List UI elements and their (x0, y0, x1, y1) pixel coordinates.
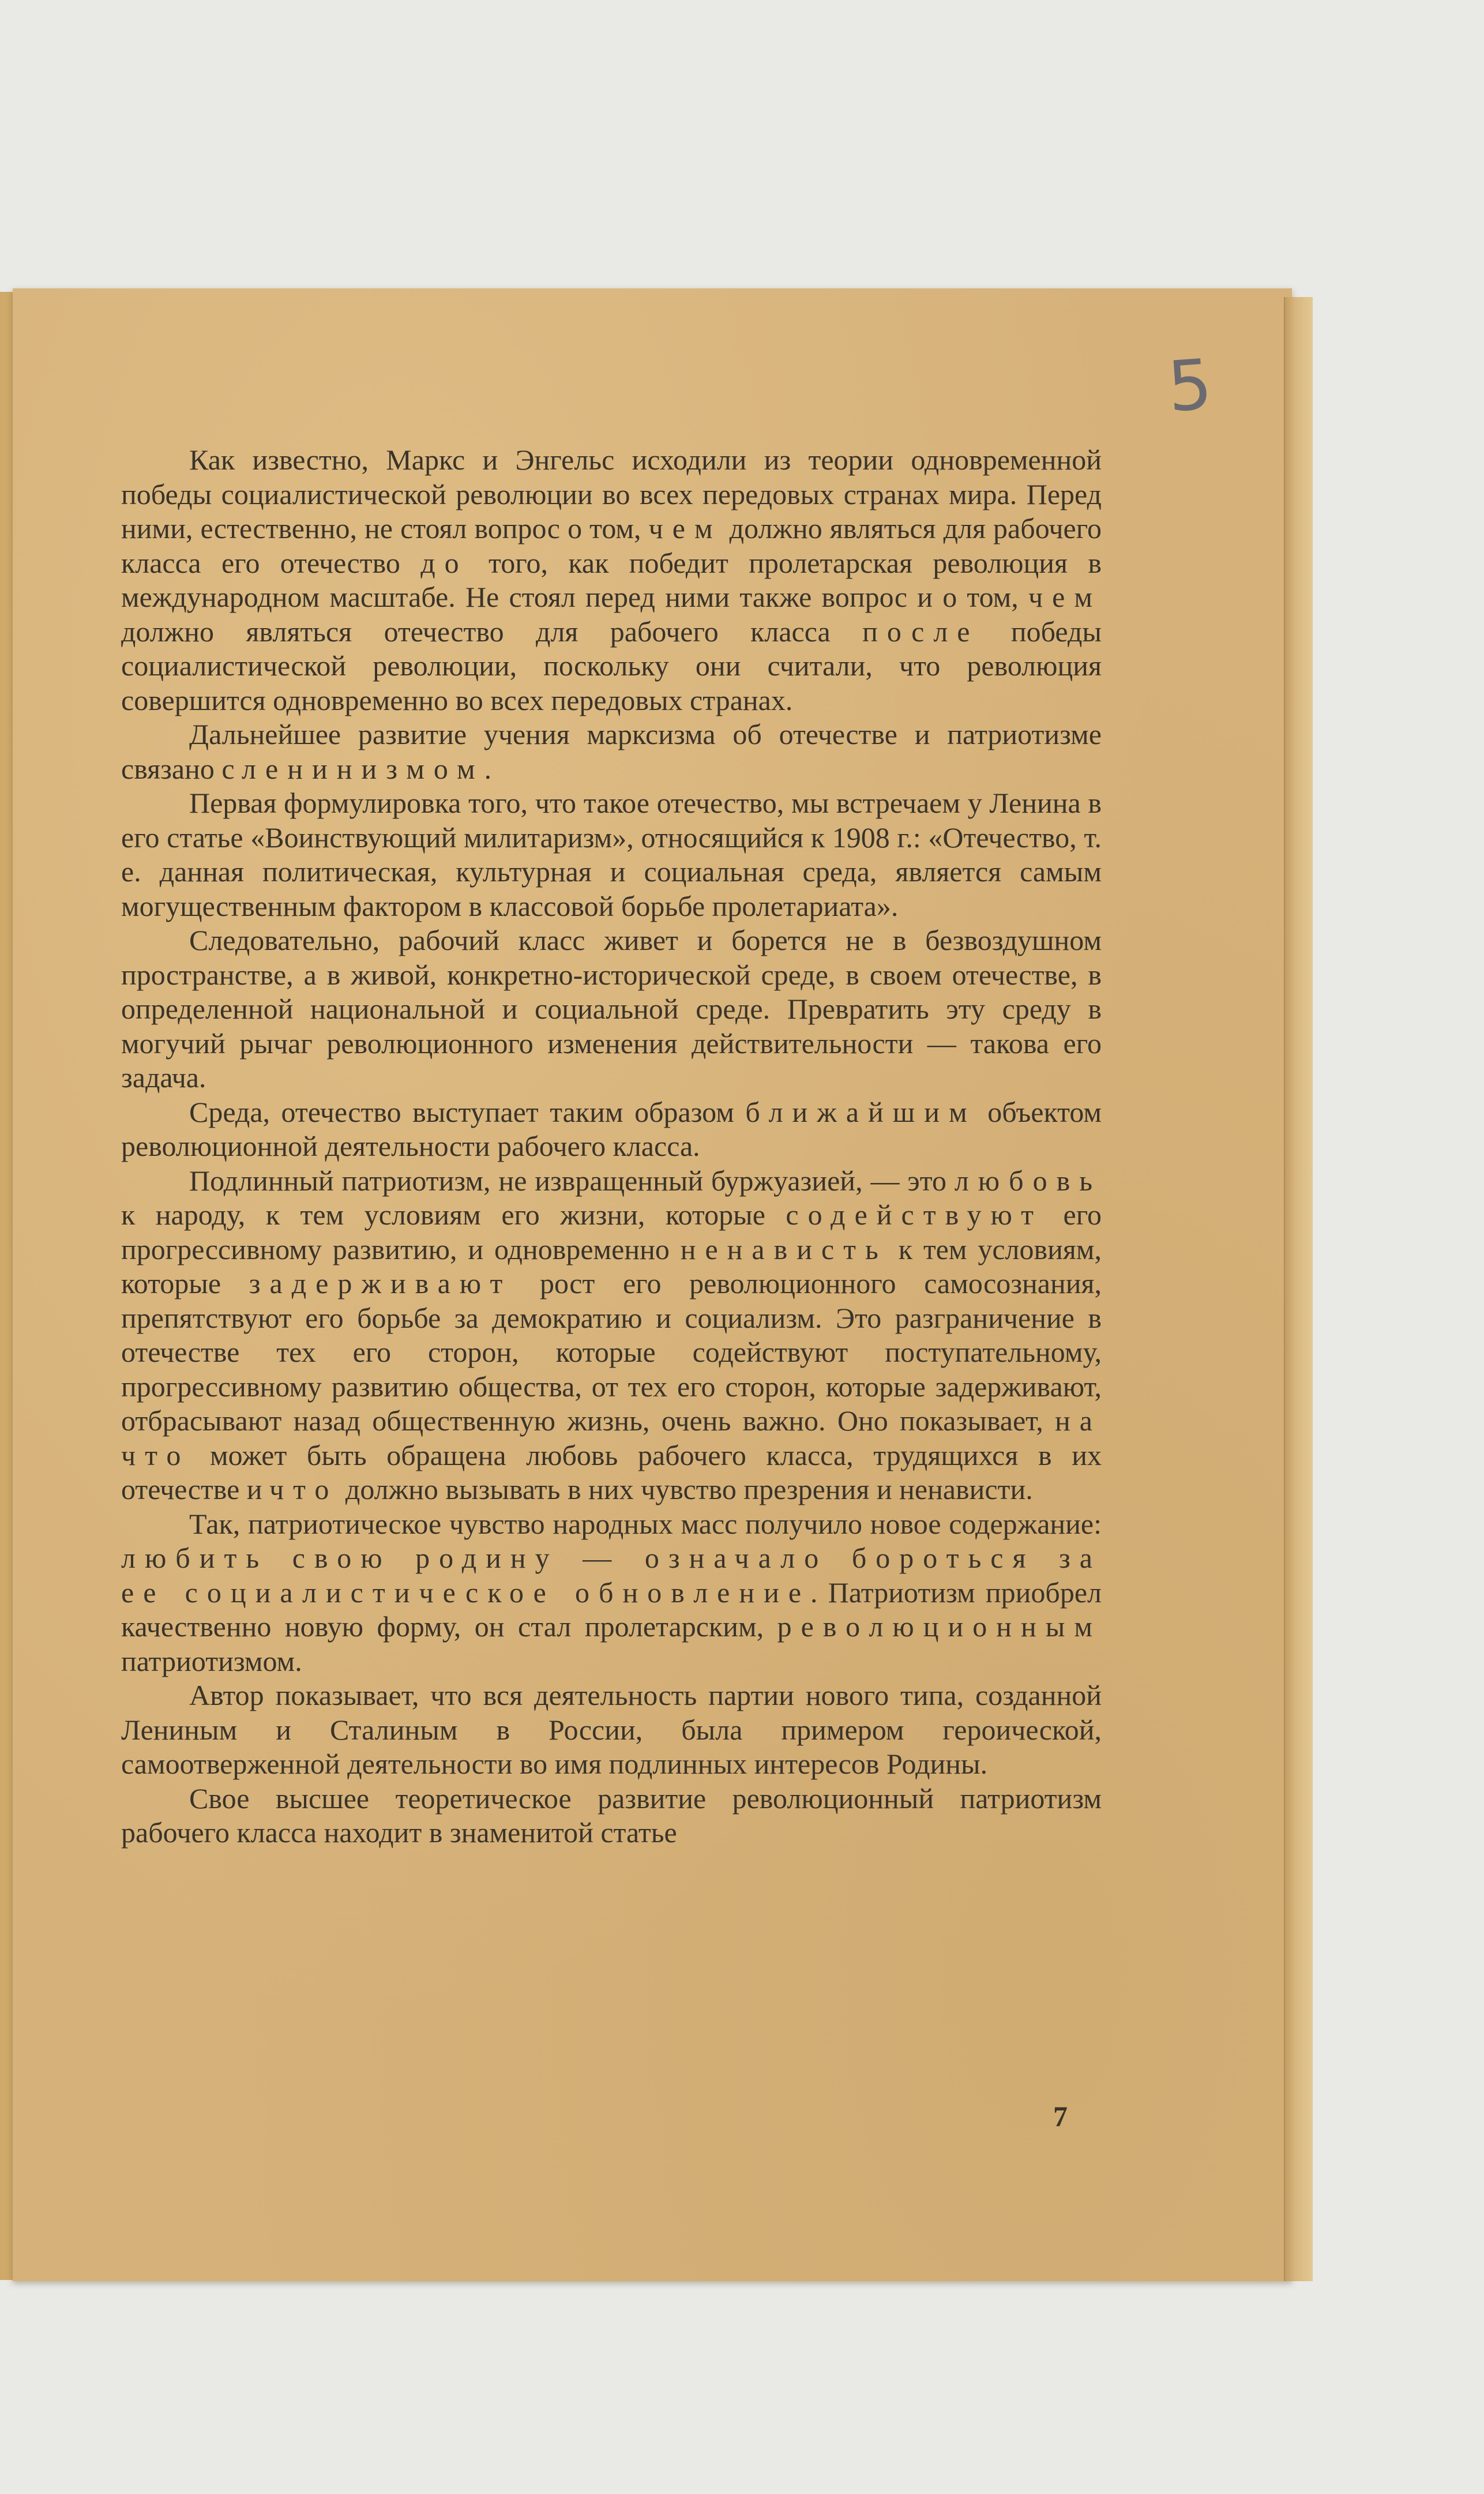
paragraph-8 (121, 1678, 1102, 1782)
handwritten-page-mark: 5 (1165, 344, 1215, 428)
paragraph-4 (121, 923, 1102, 1095)
spaced-emphasis: революционным (777, 1610, 1102, 1643)
text-run: объектом революционной деятельности рабочего класса. (121, 1095, 1102, 1162)
text-run: того, как победит пролетарская революция в международном масштабе. Не стоял перед ними также вопрос и о том, (121, 546, 1102, 613)
spaced-emphasis: ближайшим (745, 1095, 976, 1128)
paragraph-7 (121, 1507, 1102, 1679)
spaced-emphasis: любить свою родину — означало бороться за ее социалистическое обновление (121, 1542, 1102, 1609)
text-run: должно вызывать в них чувство презрения и ненависти. (338, 1473, 1033, 1505)
text-run: . (484, 752, 492, 785)
paragraph-5 (121, 1095, 1102, 1164)
paragraph-1 (121, 443, 1102, 718)
text-run: к народу, к тем условиям его жизни, которые (121, 1199, 786, 1231)
spaced-emphasis: на что (121, 1404, 1102, 1471)
spaced-emphasis: содействуют (786, 1199, 1043, 1231)
text-run: Подлинный патриотизм, не извращенный буржуазией, — это (189, 1164, 955, 1197)
page-spine-shadow (1284, 297, 1313, 2281)
left-page-edge (0, 292, 14, 2280)
text-run: может быть обращена любовь рабочего класса, трудящихся в их отечестве и (121, 1438, 1102, 1505)
text-run: Среда, отечество выступает таким образом (189, 1095, 746, 1128)
paragraph-9 (121, 1782, 1102, 1850)
paragraph-2 (121, 718, 1102, 786)
text-run: Свое высшее теоретическое развитие революционный патриотизм рабочего класса находит в знаменитой статье (121, 1782, 1102, 1849)
paragraph-3 (121, 786, 1102, 923)
paragraph-6 (121, 1164, 1102, 1507)
spaced-emphasis: после (862, 615, 979, 648)
text-run: Так, патриотическое чувство народных масс получило новое содержание: (189, 1507, 1102, 1540)
text-run: к тем условиям, которые (121, 1233, 1102, 1299)
spaced-emphasis: чем (648, 512, 722, 544)
spaced-emphasis: до (420, 546, 468, 579)
spaced-emphasis: что (269, 1473, 339, 1505)
body-text (121, 443, 1102, 1850)
text-run: Следовательно, рабочий класс живет и борется не в безвоздушном пространстве, а в живой, конкретно-исторической среде, в своем отечестве, в определенной национальной и социальной среде. Превратить эту среду в могучий рычаг революционного изменения действительности — такова его задача. (121, 924, 1102, 1094)
text-run: его прогрессивному развитию, и одновременно (121, 1199, 1102, 1265)
spaced-emphasis: любовь (954, 1164, 1102, 1197)
text-run: патриотизмом. (121, 1644, 302, 1677)
spaced-emphasis: чем (1028, 581, 1102, 613)
text-run: . Патриотизм приобрел качественно новую форму, он стал пролетарским, (121, 1576, 1102, 1643)
text-run: победы социалистической революции, поскольку они считали, что революция совершится одновременно во всех передовых странах. (121, 615, 1102, 716)
text-run: должно являться для рабочего класса его отечество (121, 512, 1102, 579)
text-run: Дальнейшее развитие учения марксизма об отечестве и патриотизме связано с (121, 718, 1102, 785)
text-run: должно являться отечество для рабочего класса (121, 615, 863, 648)
spaced-emphasis: ненависть (680, 1233, 888, 1265)
text-run: Как известно, Маркс и Энгельс исходили из теории одновременной победы социалистической революции во всех передовых странах мира. Перед ними, естественно, не стоял вопрос о том, (121, 444, 1102, 544)
page-number: 7 (1053, 2100, 1068, 2132)
text-run: Автор показывает, что вся деятельность партии нового типа, созданной Лениным и Сталиным в России, была примером героической, самоотверженной деятельности во имя подлинных интересов Родины. (121, 1679, 1102, 1780)
spaced-emphasis: задерживают (249, 1267, 512, 1299)
text-run: рост его революционного самосознания, препятствуют его борьбе за демократию и социализм. Это разграничение в отечестве тех его сторон, которые содействуют поступательному, прогрессивному развитию общества, от тех его сторон, которые задерживают, отбрасывают назад общественную жизнь, очень важно. Оно показывает, (121, 1267, 1102, 1437)
text-run: Первая формулировка того, что такое отечество, мы встречаем у Ленина в его статье «Воинствующий милитаризм», относящийся к 1908 г.: «Отечество, т. е. данная политическая, культурная и социальная среда, является самым могущественным фактором в классовой борьбе пролетариата». (121, 787, 1102, 922)
spaced-emphasis: ленинизмом (242, 752, 484, 785)
